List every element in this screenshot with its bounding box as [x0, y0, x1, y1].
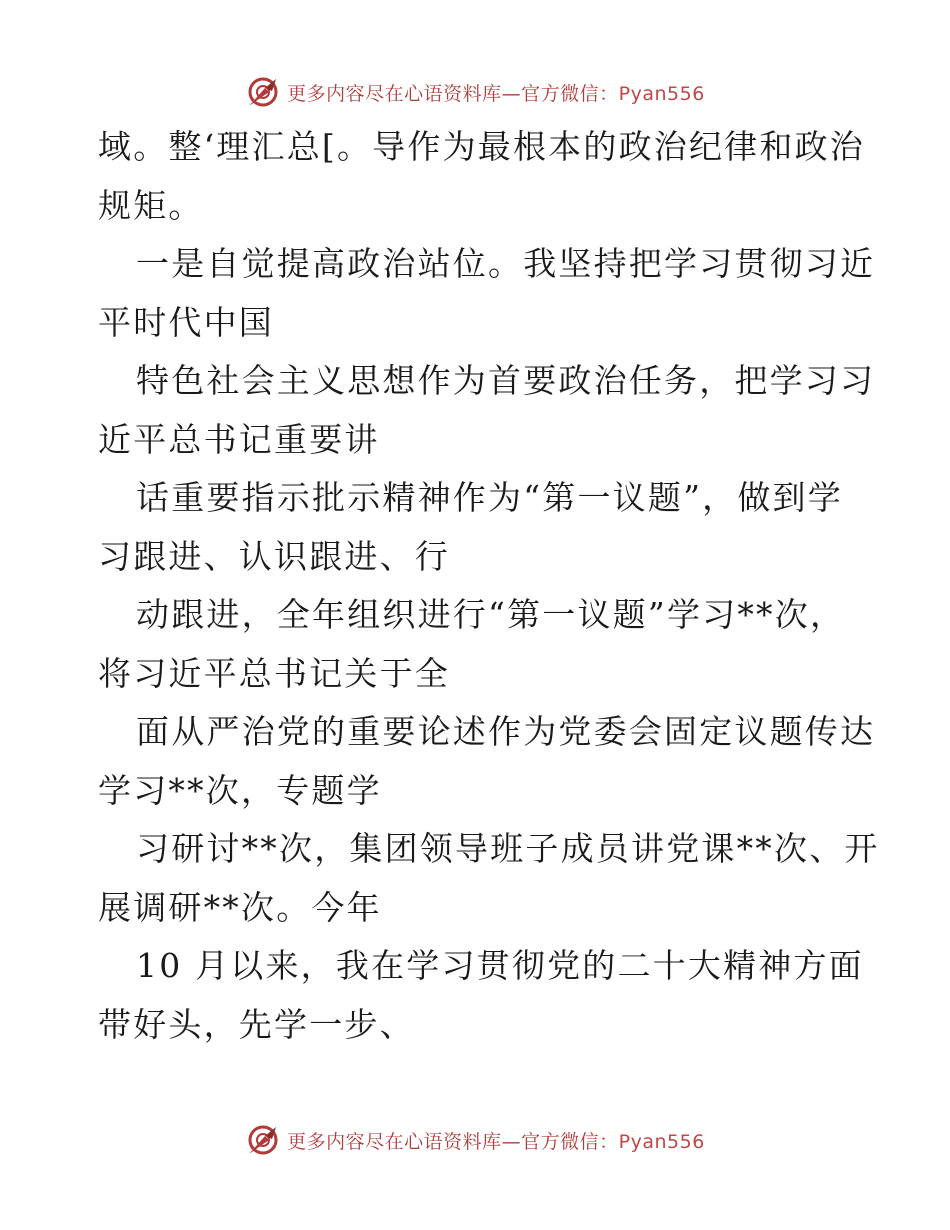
wechat-id: Pyan556: [618, 1130, 705, 1153]
text-line: 近平总书记重要讲: [98, 419, 380, 459]
text-line: 动跟进，全年组织进行“第一议题”学习**次，: [136, 595, 846, 634]
paragraph-continuation: [98, 118, 865, 235]
text-line: 话重要指示批示精神作为“第一议题”，做到学: [136, 478, 843, 517]
paragraph: [98, 352, 876, 469]
text-line: 习研讨**次，集团领导班子成员讲党课**次、开: [136, 829, 880, 868]
text-line: 规矩。: [98, 185, 204, 225]
text-line: 学习**次，专题学: [98, 770, 382, 810]
text-line: 将习近平总书记关于全: [98, 653, 450, 693]
paragraph: [98, 703, 876, 820]
text-line: 10 月以来，我在学习贯彻党的二十大精神方面: [136, 946, 864, 985]
text-line: 展调研**次。今年: [98, 887, 382, 927]
text-line: 面从严治党的重要论述作为党委会固定议题传达: [136, 712, 876, 751]
document-body: [98, 118, 880, 1054]
text-line: 域。整‘理汇总[。导作为最根本的政治纪律和政治: [98, 127, 865, 166]
text-line: 一是自觉提高政治站位。我坚持把学习贯彻习近: [136, 244, 876, 283]
watermark-text: 更多内容尽在心语资料库—官方微信：Pyan556: [287, 1130, 705, 1153]
paragraph: [98, 820, 880, 937]
paragraph: [98, 586, 858, 703]
text-line: 特色社会主义思想作为首要政治任务，把学习习: [136, 361, 876, 400]
paragraph: [98, 937, 864, 1054]
text-line: 带好头，先学一步、: [98, 1004, 415, 1044]
wechat-id: Pyan556: [618, 82, 705, 105]
footer-watermark: [0, 1118, 950, 1162]
paragraph: [98, 469, 858, 586]
watermark-text: 更多内容尽在心语资料库—官方微信：Pyan556: [287, 82, 705, 105]
pen-nib-logo-icon: [245, 1122, 281, 1158]
text-line: 平时代中国: [98, 302, 274, 342]
pen-nib-logo-icon: [245, 74, 281, 110]
text-line: 习跟进、认识跟进、行: [98, 536, 450, 576]
header-watermark: [0, 70, 950, 114]
paragraph: [98, 235, 876, 352]
